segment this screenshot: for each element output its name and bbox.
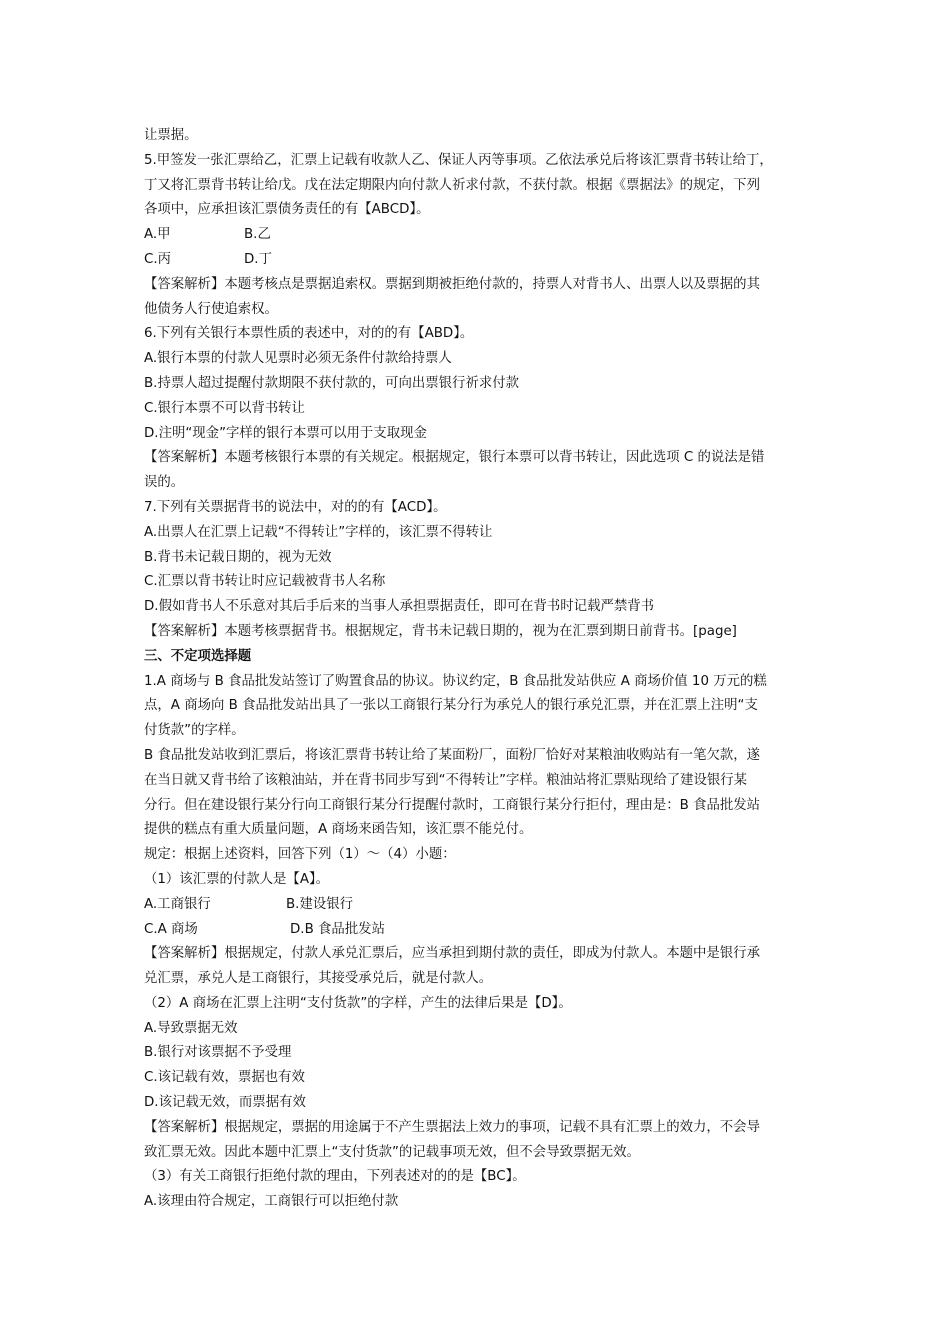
sub-question-2: （2）A 商场在汇票上注明“支付货款”的字样，产生的法律后果是【D】。 <box>144 995 572 1011</box>
sub-question-1: （1）该汇票的付款人是【A】。 <box>144 871 330 887</box>
case-text: 分行。但在建设银行某分行向工商银行某分行提醒付款时，工商银行某分行拒付，理由是：B 食品批发站 <box>144 797 761 813</box>
answer-explanation: 【答案解析】本题考核银行本票的有关规定。根据规定，银行本票可以背书转让，因此选项 C 的说法是错 <box>144 450 765 466</box>
section-heading: 三、不定项选择题 <box>144 648 252 664</box>
document-page <box>144 124 814 1215</box>
answer-explanation: 【答案解析】根据规定，付款人承兑汇票后，应当承担到期付款的责任，即成为付款人。本题中是银行承 <box>144 946 760 962</box>
answer-explanation: 【答案解析】本题考核票据背书。根据规定，背书未记载日期的，视为在汇票到期日前背书。[page] <box>144 623 737 639</box>
text-line: 兑汇票，承兑人是工商银行，其接受承兑后，就是付款人。 <box>144 971 493 987</box>
option: A.该理由符合规定，工商银行可以拒绝付款 <box>144 1194 399 1210</box>
option: D.该记载无效，而票据有效 <box>144 1095 306 1111</box>
answer-explanation: 【答案解析】根据规定，票据的用途属于不产生票据法上效力的事项，记载不具有汇票上的效力，不会导 <box>144 1119 760 1135</box>
case-text: 1.A 商场与 B 食品批发站签订了购置食品的协议。协议约定，B 食品批发站供应 A 商场价值 10 万元的糕 <box>144 673 767 689</box>
text-line: 各项中，应承担该汇票债务责任的有【ABCD】。 <box>144 202 430 218</box>
option-row <box>144 248 814 273</box>
option: D.假如背书人不乐意对其后手后来的当事人承担票据责任，即可在背书时记载严禁背书 <box>144 599 655 615</box>
option: A.甲 <box>144 227 171 243</box>
option-row <box>144 223 814 248</box>
option: D.B 食品批发站 <box>290 921 385 937</box>
option: C.该记载有效，票据也有效 <box>144 1070 305 1086</box>
answer-explanation: 【答案解析】本题考核点是票据追索权。票据到期被拒绝付款的，持票人对背书人、出票人以及票据的其 <box>144 276 760 292</box>
option: A.出票人在汇票上记载“不得转让”字样的，该汇票不得转让 <box>144 524 493 540</box>
option: C.汇票以背书转让时应记载被背书人名称 <box>144 574 386 590</box>
option-row <box>144 893 814 918</box>
case-text: 付货款”的字样。 <box>144 723 245 739</box>
option: C.丙 <box>144 251 171 267</box>
case-text: 点，A 商场向 B 食品批发站出具了一张以工商银行某分行为承兑人的银行承兑汇票，并在汇票上注明“支 <box>144 698 758 714</box>
question-5: 5.甲签发一张汇票给乙，汇票上记载有收款人乙、保证人丙等事项。乙依法承兑后将该汇票背书转让给丁， <box>144 152 773 168</box>
option: D.丁 <box>244 251 272 267</box>
text-line: 丁又将汇票背书转让给戊。戊在法定期限内向付款人祈求付款，不获付款。根据《票据法》的规定，下列 <box>144 177 760 193</box>
option: B.持票人超过提醒付款期限不获付款的，可向出票银行祈求付款 <box>144 375 519 391</box>
text-line: 致汇票无效。因此本题中汇票上“支付货款”的记载事项无效，但不会导致票据无效。 <box>144 1144 640 1160</box>
case-text: 在当日就又背书给了该粮油站，并在背书同步写到“不得转让”字样。粮油站将汇票贴现给了建设银行某 <box>144 772 748 788</box>
option: C.A 商场 <box>144 921 198 937</box>
option: A.导致票据无效 <box>144 1020 238 1036</box>
text-line: 误的。 <box>144 475 185 491</box>
case-text: B 食品批发站收到汇票后，将该汇票背书转让给了某面粉厂，面粉厂恰好对某粮油收购站有一笔欠款，遂 <box>144 747 761 763</box>
option-row <box>144 918 814 943</box>
option: A.工商银行 <box>144 896 211 912</box>
option: B.建设银行 <box>286 896 354 912</box>
option: C.银行本票不可以背书转让 <box>144 400 305 416</box>
question-6: 6.下列有关银行本票性质的表述中，对的的有【ABD】。 <box>144 326 474 342</box>
option: A.银行本票的付款人见票时必须无条件付款给持票人 <box>144 351 452 367</box>
option: B.银行对该票据不予受理 <box>144 1045 292 1061</box>
option: D.注明“现金”字样的银行本票可以用于支取现金 <box>144 425 427 441</box>
sub-question-3: （3）有关工商银行拒绝付款的理由，下列表述对的的是【BC】。 <box>144 1169 526 1185</box>
question-7: 7.下列有关票据背书的说法中，对的的有【ACD】。 <box>144 499 447 515</box>
option: B.乙 <box>244 227 271 243</box>
instruction: 规定：根据上述资料，回答下列（1）～（4）小题： <box>144 847 456 863</box>
text-line: 他债务人行使追索权。 <box>144 301 278 317</box>
case-text: 提供的糕点有重大质量问题，A 商场来函告知，该汇票不能兑付。 <box>144 822 533 838</box>
option: B.背书未记载日期的，视为无效 <box>144 549 332 565</box>
text-line: 让票据。 <box>144 128 198 143</box>
